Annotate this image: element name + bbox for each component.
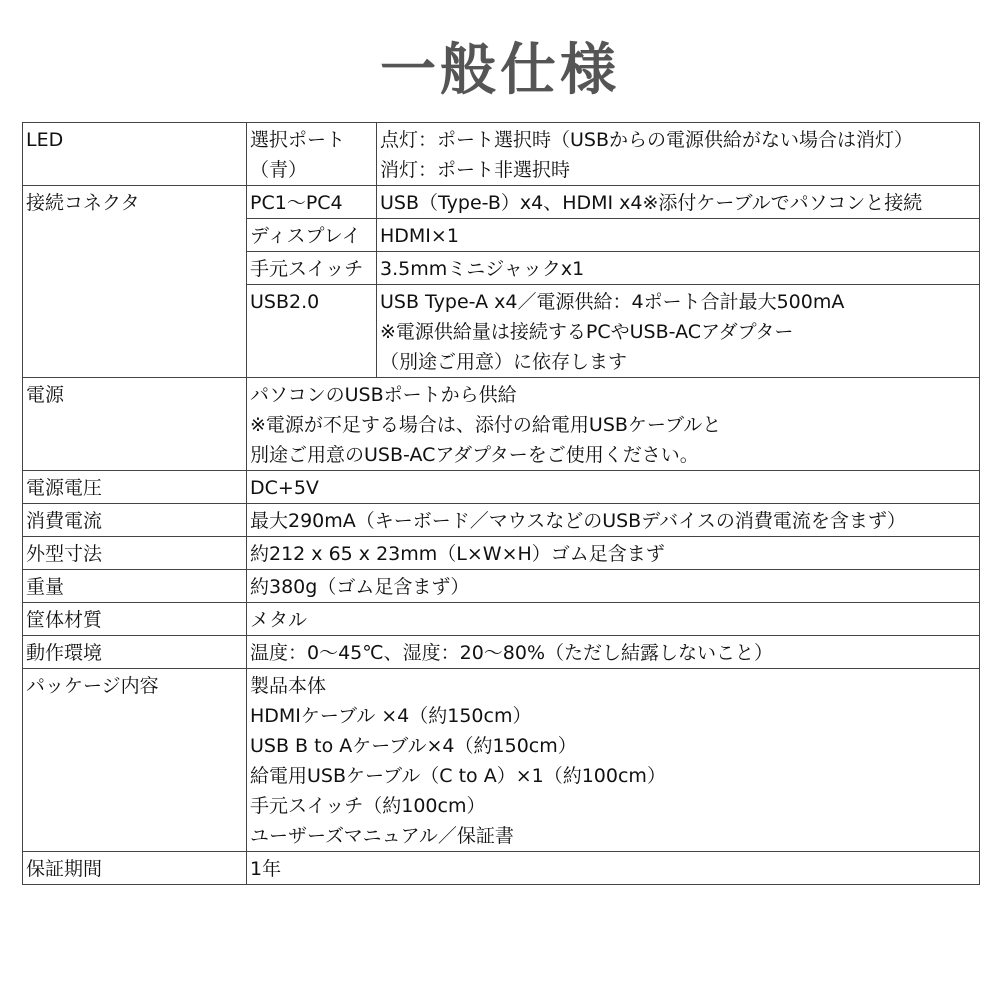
connector-sub-pc: PC1〜PC4	[247, 186, 377, 219]
package-line-4: 給電用USBケーブル（C to A）×1（約100cm）	[250, 765, 666, 787]
table-row-connector-pc	[23, 186, 980, 219]
row-value-power	[247, 378, 980, 471]
connector-sub-display: ディスプレイ	[247, 219, 377, 252]
page-title: 一般仕様	[380, 38, 620, 103]
table-row-weight	[23, 570, 980, 603]
power-value-line-2: ※電源が不足する場合は、添付の給電用USBケーブルと	[250, 414, 722, 436]
row-label-dimensions: 外型寸法	[23, 537, 247, 570]
package-line-5: 手元スイッチ（約100cm）	[250, 795, 486, 817]
led-value-line-2: 消灯：ポート非選択時	[380, 159, 571, 181]
row-value-environment: 温度：0〜45℃、湿度：20〜80%（ただし結露しないこと）	[247, 636, 980, 669]
table-row-package	[23, 669, 980, 852]
row-label-environment: 動作環境	[23, 636, 247, 669]
connector-value-display: HDMI×1	[377, 219, 980, 252]
row-label-current: 消費電流	[23, 504, 247, 537]
row-label-voltage: 電源電圧	[23, 471, 247, 504]
led-value-line-1: 点灯：ポート選択時（USBからの電源供給がない場合は消灯）	[380, 129, 914, 151]
row-label-package: パッケージ内容	[23, 669, 247, 852]
row-value-current: 最大290mA（キーボード／マウスなどのUSBデバイスの消費電流を含まず）	[247, 504, 980, 537]
spec-table	[22, 122, 980, 885]
package-line-6: ユーザーズマニュアル／保証書	[250, 825, 514, 847]
row-value-weight: 約380g（ゴム足含まず）	[247, 570, 980, 603]
package-line-3: USB B to Aケーブル×4（約150cm）	[250, 735, 577, 757]
table-row-warranty	[23, 852, 980, 885]
table-row-material	[23, 603, 980, 636]
row-value-dimensions: 約212 x 65 x 23mm（L×W×H）ゴム足含まず	[247, 537, 980, 570]
row-value-package	[247, 669, 980, 852]
row-label-material: 筐体材質	[23, 603, 247, 636]
connector-value-pc: USB（Type-B）x4、HDMI x4※添付ケーブルでパソコンと接続	[377, 186, 980, 219]
connector-value-switch: 3.5mmミニジャックx1	[377, 252, 980, 285]
led-sub-line-1: 選択ポート	[250, 129, 346, 151]
table-row-voltage	[23, 471, 980, 504]
row-label-weight: 重量	[23, 570, 247, 603]
row-label-connector: 接続コネクタ	[23, 186, 247, 378]
power-value-line-1: パソコンのUSBポートから供給	[250, 384, 517, 406]
power-value-line-3: 別途ご用意のUSB-ACアダプターをご使用ください。	[250, 444, 699, 466]
package-line-2: HDMIケーブル ×4（約150cm）	[250, 705, 532, 727]
package-line-1: 製品本体	[250, 675, 327, 697]
row-value-warranty: 1年	[247, 852, 980, 885]
table-row-dimensions	[23, 537, 980, 570]
row-value-led	[377, 123, 980, 186]
row-label-warranty: 保証期間	[23, 852, 247, 885]
usb-value-line-3: （別途ご用意）に依存します	[380, 351, 628, 373]
row-sub-led	[247, 123, 377, 186]
row-value-material: メタル	[247, 603, 980, 636]
row-label-led: LED	[23, 123, 247, 186]
connector-sub-switch: 手元スイッチ	[247, 252, 377, 285]
usb-value-line-1: USB Type-A x4／電源供給：4ポート合計最大500mA	[380, 291, 845, 313]
led-sub-line-2: （青）	[250, 159, 308, 181]
connector-value-usb	[377, 285, 980, 378]
row-label-power: 電源	[23, 378, 247, 471]
table-row-environment	[23, 636, 980, 669]
table-row-current	[23, 504, 980, 537]
table-row-power	[23, 378, 980, 471]
row-value-voltage: DC+5V	[247, 471, 980, 504]
connector-sub-usb: USB2.0	[247, 285, 377, 378]
table-row-led	[23, 123, 980, 186]
usb-value-line-2: ※電源供給量は接続するPCやUSB-ACアダプター	[380, 321, 794, 343]
